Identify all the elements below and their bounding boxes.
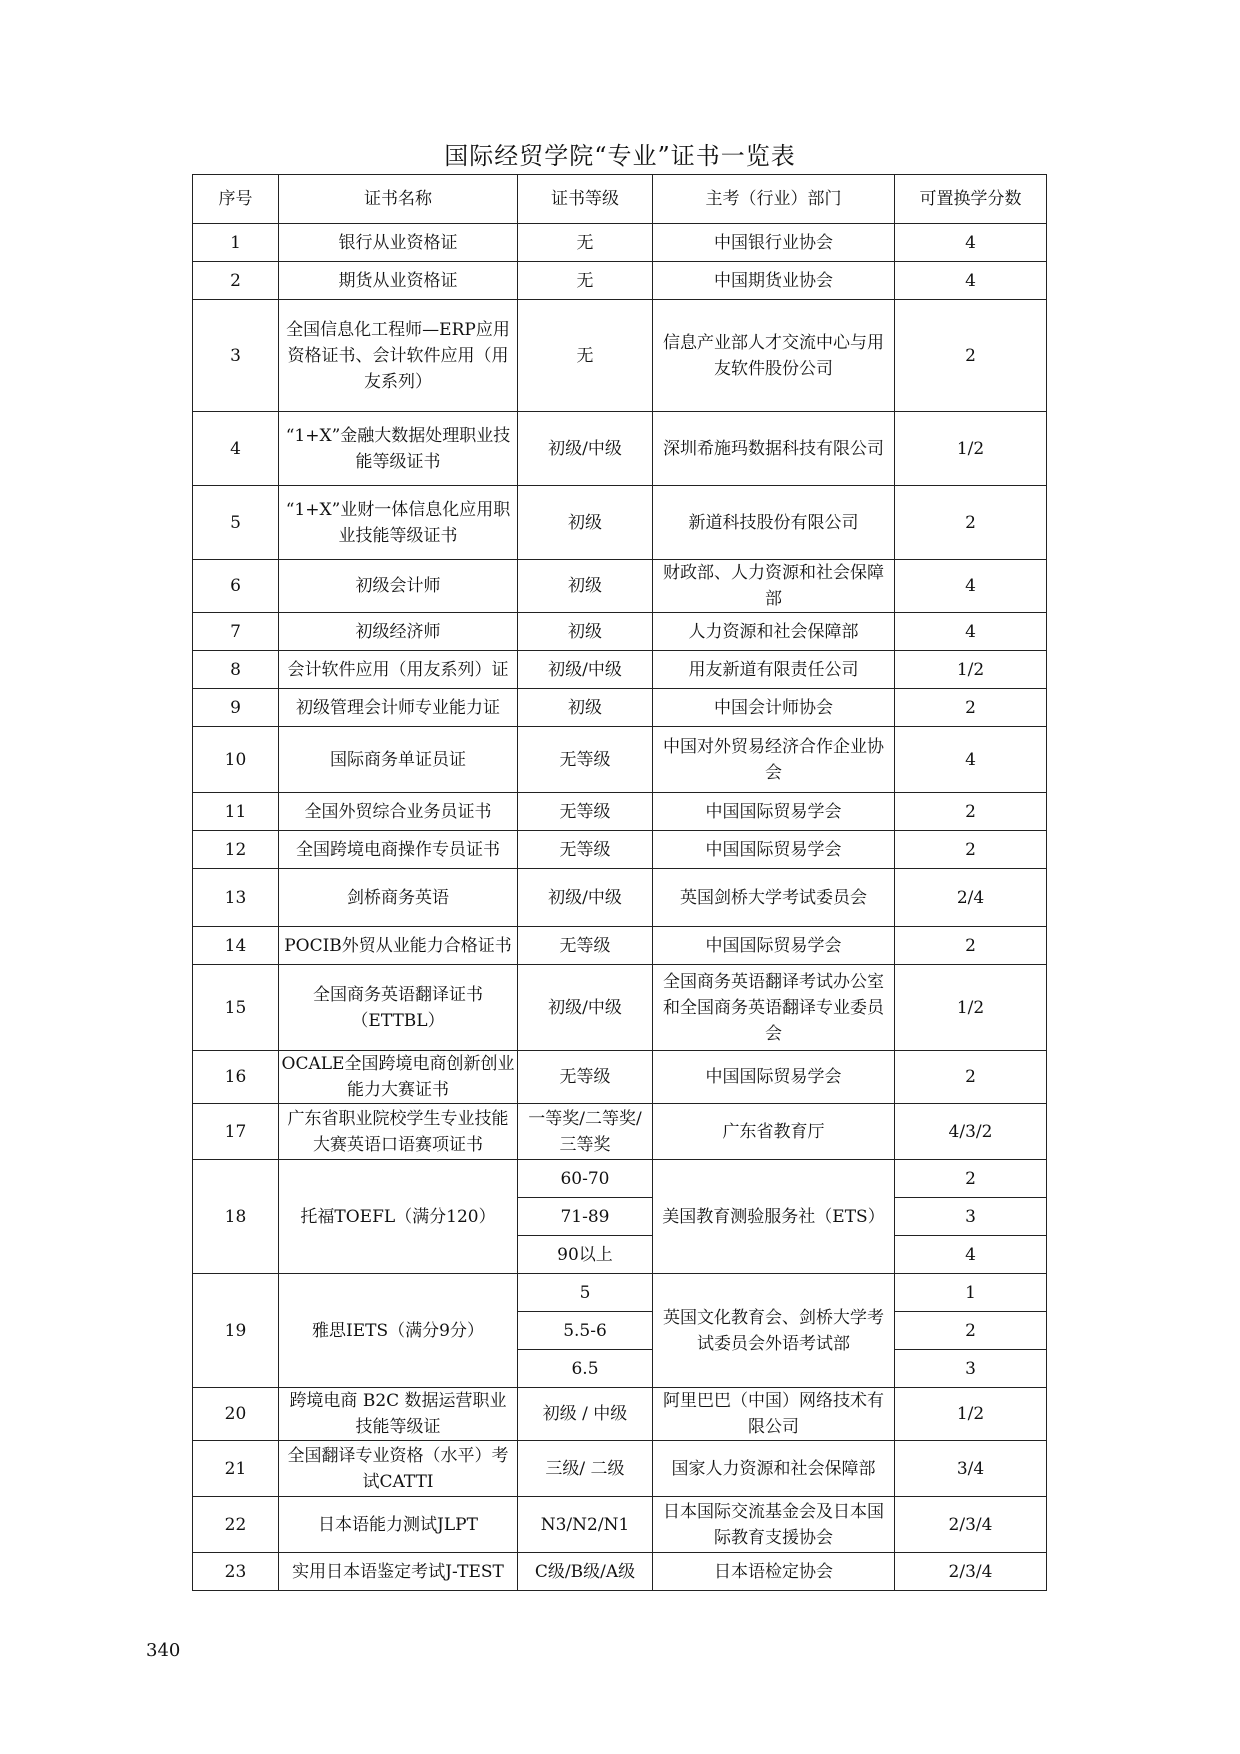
cell-dept: 阿里巴巴（中国）网络技术有限公司 <box>653 1388 895 1441</box>
cell-level: 初级 <box>518 560 653 613</box>
cell-level: C级/B级/A级 <box>518 1553 653 1591</box>
table-row <box>193 412 1047 486</box>
table-row <box>193 560 1047 613</box>
cell-level: 三级/ 二级 <box>518 1441 653 1497</box>
cell-credit: 4 <box>895 613 1047 651</box>
header-name: 证书名称 <box>279 175 518 224</box>
cell-level: 无 <box>518 224 653 262</box>
cell-level: 无 <box>518 262 653 300</box>
cell-level: 71-89 <box>518 1198 653 1236</box>
cell-credit: 1/2 <box>895 412 1047 486</box>
cell-credit: 2 <box>895 486 1047 560</box>
cell-name: 国际商务单证员证 <box>279 727 518 793</box>
cell-level: 无等级 <box>518 1051 653 1104</box>
table-row <box>193 1388 1047 1441</box>
table-row <box>193 651 1047 689</box>
cell-name: 初级经济师 <box>279 613 518 651</box>
cell-credit: 1 <box>895 1274 1047 1312</box>
cell-dept: 中国对外贸易经济合作企业协会 <box>653 727 895 793</box>
cell-level: N3/N2/N1 <box>518 1497 653 1553</box>
cell-dept: 中国国际贸易学会 <box>653 927 895 965</box>
cell-no: 15 <box>193 965 279 1051</box>
cell-credit: 2 <box>895 793 1047 831</box>
cell-name: 会计软件应用（用友系列）证 <box>279 651 518 689</box>
cell-level: 5.5-6 <box>518 1312 653 1350</box>
cell-dept: 人力资源和社会保障部 <box>653 613 895 651</box>
cell-no: 18 <box>193 1160 279 1274</box>
cell-name: 托福TOEFL（满分120） <box>279 1160 518 1274</box>
cell-no: 20 <box>193 1388 279 1441</box>
cell-credit: 2/3/4 <box>895 1553 1047 1591</box>
cell-credit: 2 <box>895 300 1047 412</box>
cell-name: OCALE全国跨境电商创新创业能力大赛证书 <box>279 1051 518 1104</box>
cell-name: 剑桥商务英语 <box>279 869 518 927</box>
cell-no: 10 <box>193 727 279 793</box>
table-row <box>193 300 1047 412</box>
cell-level: 初级 <box>518 689 653 727</box>
table-row <box>193 486 1047 560</box>
header-credit: 可置换学分数 <box>895 175 1047 224</box>
cell-name: “1+X”业财一体信息化应用职业技能等级证书 <box>279 486 518 560</box>
cell-name: 全国跨境电商操作专员证书 <box>279 831 518 869</box>
cell-name: “1+X”金融大数据处理职业技能等级证书 <box>279 412 518 486</box>
cell-level: 初级/中级 <box>518 869 653 927</box>
header-no: 序号 <box>193 175 279 224</box>
cell-dept: 广东省教育厅 <box>653 1104 895 1160</box>
table-row <box>193 1553 1047 1591</box>
table-row <box>193 1160 1047 1198</box>
table-row <box>193 224 1047 262</box>
cell-dept: 中国会计师协会 <box>653 689 895 727</box>
cell-dept: 中国国际贸易学会 <box>653 1051 895 1104</box>
cell-level: 一等奖/二等奖/三等奖 <box>518 1104 653 1160</box>
cell-dept: 中国国际贸易学会 <box>653 793 895 831</box>
cell-no: 8 <box>193 651 279 689</box>
cell-credit: 2 <box>895 927 1047 965</box>
cell-name: 广东省职业院校学生专业技能大赛英语口语赛项证书 <box>279 1104 518 1160</box>
cell-credit: 2 <box>895 1312 1047 1350</box>
cell-name: 银行从业资格证 <box>279 224 518 262</box>
cell-no: 23 <box>193 1553 279 1591</box>
table-row <box>193 869 1047 927</box>
document-title: 国际经贸学院“专业”证书一览表 <box>444 142 796 170</box>
table-row <box>193 927 1047 965</box>
cell-no: 11 <box>193 793 279 831</box>
cell-dept: 日本语检定协会 <box>653 1553 895 1591</box>
cell-no: 13 <box>193 869 279 927</box>
cell-credit: 2/4 <box>895 869 1047 927</box>
cell-name: 初级管理会计师专业能力证 <box>279 689 518 727</box>
cell-name: 日本语能力测试JLPT <box>279 1497 518 1553</box>
cell-credit: 4 <box>895 727 1047 793</box>
cell-dept: 财政部、人力资源和社会保障部 <box>653 560 895 613</box>
cell-level: 初级/中级 <box>518 651 653 689</box>
cell-name: 全国商务英语翻译证书（ETTBL） <box>279 965 518 1051</box>
cell-no: 17 <box>193 1104 279 1160</box>
cell-no: 22 <box>193 1497 279 1553</box>
cell-name: 全国翻译专业资格（水平）考试CATTI <box>279 1441 518 1497</box>
cell-no: 19 <box>193 1274 279 1388</box>
cell-name: 雅思IETS（满分9分） <box>279 1274 518 1388</box>
cell-name: 初级会计师 <box>279 560 518 613</box>
cell-dept: 日本国际交流基金会及日本国际教育支援协会 <box>653 1497 895 1553</box>
cell-no: 3 <box>193 300 279 412</box>
cell-credit: 2 <box>895 1160 1047 1198</box>
header-level: 证书等级 <box>518 175 653 224</box>
cell-level: 初级 <box>518 486 653 560</box>
table-header-row <box>193 175 1047 224</box>
cell-credit: 4 <box>895 1236 1047 1274</box>
cell-credit: 1/2 <box>895 965 1047 1051</box>
cell-level: 初级/中级 <box>518 965 653 1051</box>
table-row <box>193 689 1047 727</box>
cell-level: 无等级 <box>518 927 653 965</box>
cell-no: 21 <box>193 1441 279 1497</box>
cell-credit: 3/4 <box>895 1441 1047 1497</box>
cell-dept: 中国期货业协会 <box>653 262 895 300</box>
cell-dept: 美国教育测验服务社（ETS） <box>653 1160 895 1274</box>
table-row <box>193 1104 1047 1160</box>
cell-level: 5 <box>518 1274 653 1312</box>
cell-level: 无 <box>518 300 653 412</box>
cell-dept: 中国银行业协会 <box>653 224 895 262</box>
cell-level: 90以上 <box>518 1236 653 1274</box>
cell-dept: 用友新道有限责任公司 <box>653 651 895 689</box>
cell-credit: 4 <box>895 224 1047 262</box>
cell-no: 9 <box>193 689 279 727</box>
table-row <box>193 1051 1047 1104</box>
cell-name: 全国信息化工程师—ERP应用资格证书、会计软件应用（用友系列） <box>279 300 518 412</box>
table-row <box>193 613 1047 651</box>
cell-name: 跨境电商 B2C 数据运营职业技能等级证 <box>279 1388 518 1441</box>
cell-level: 6.5 <box>518 1350 653 1388</box>
table-row <box>193 727 1047 793</box>
cell-level: 60-70 <box>518 1160 653 1198</box>
cell-dept: 国家人力资源和社会保障部 <box>653 1441 895 1497</box>
table-row <box>193 1497 1047 1553</box>
cell-level: 初级/中级 <box>518 412 653 486</box>
cell-dept: 新道科技股份有限公司 <box>653 486 895 560</box>
cell-level: 无等级 <box>518 831 653 869</box>
cell-credit: 1/2 <box>895 651 1047 689</box>
cell-credit: 2 <box>895 689 1047 727</box>
cell-dept: 中国国际贸易学会 <box>653 831 895 869</box>
cell-dept: 信息产业部人才交流中心与用友软件股份公司 <box>653 300 895 412</box>
cell-level: 初级 <box>518 613 653 651</box>
cell-no: 14 <box>193 927 279 965</box>
cell-level: 无等级 <box>518 727 653 793</box>
cell-credit: 1/2 <box>895 1388 1047 1441</box>
cell-name: 全国外贸综合业务员证书 <box>279 793 518 831</box>
cell-no: 16 <box>193 1051 279 1104</box>
table-row <box>193 965 1047 1051</box>
cell-name: 期货从业资格证 <box>279 262 518 300</box>
cell-name: POCIB外贸从业能力合格证书 <box>279 927 518 965</box>
cell-no: 12 <box>193 831 279 869</box>
cell-dept: 深圳希施玛数据科技有限公司 <box>653 412 895 486</box>
cell-no: 7 <box>193 613 279 651</box>
cell-credit: 2 <box>895 831 1047 869</box>
table-row <box>193 262 1047 300</box>
cell-credit: 4 <box>895 262 1047 300</box>
cell-dept: 英国文化教育会、剑桥大学考试委员会外语考试部 <box>653 1274 895 1388</box>
cell-credit: 2 <box>895 1051 1047 1104</box>
cell-credit: 4 <box>895 560 1047 613</box>
cell-credit: 4/3/2 <box>895 1104 1047 1160</box>
cell-credit: 3 <box>895 1198 1047 1236</box>
table-row <box>193 793 1047 831</box>
cell-no: 5 <box>193 486 279 560</box>
cell-no: 6 <box>193 560 279 613</box>
header-dept: 主考（行业）部门 <box>653 175 895 224</box>
table-row <box>193 831 1047 869</box>
cell-credit: 2/3/4 <box>895 1497 1047 1553</box>
cell-no: 1 <box>193 224 279 262</box>
cell-level: 无等级 <box>518 793 653 831</box>
cell-level: 初级 / 中级 <box>518 1388 653 1441</box>
cell-credit: 3 <box>895 1350 1047 1388</box>
cell-dept: 英国剑桥大学考试委员会 <box>653 869 895 927</box>
cell-no: 2 <box>193 262 279 300</box>
cell-dept: 全国商务英语翻译考试办公室和全国商务英语翻译专业委员会 <box>653 965 895 1051</box>
cell-name: 实用日本语鉴定考试J-TEST <box>279 1553 518 1591</box>
table-row <box>193 1441 1047 1497</box>
page-number: 340 <box>146 1640 181 1661</box>
table-row <box>193 1274 1047 1312</box>
cell-no: 4 <box>193 412 279 486</box>
certificate-table <box>192 174 1047 1591</box>
